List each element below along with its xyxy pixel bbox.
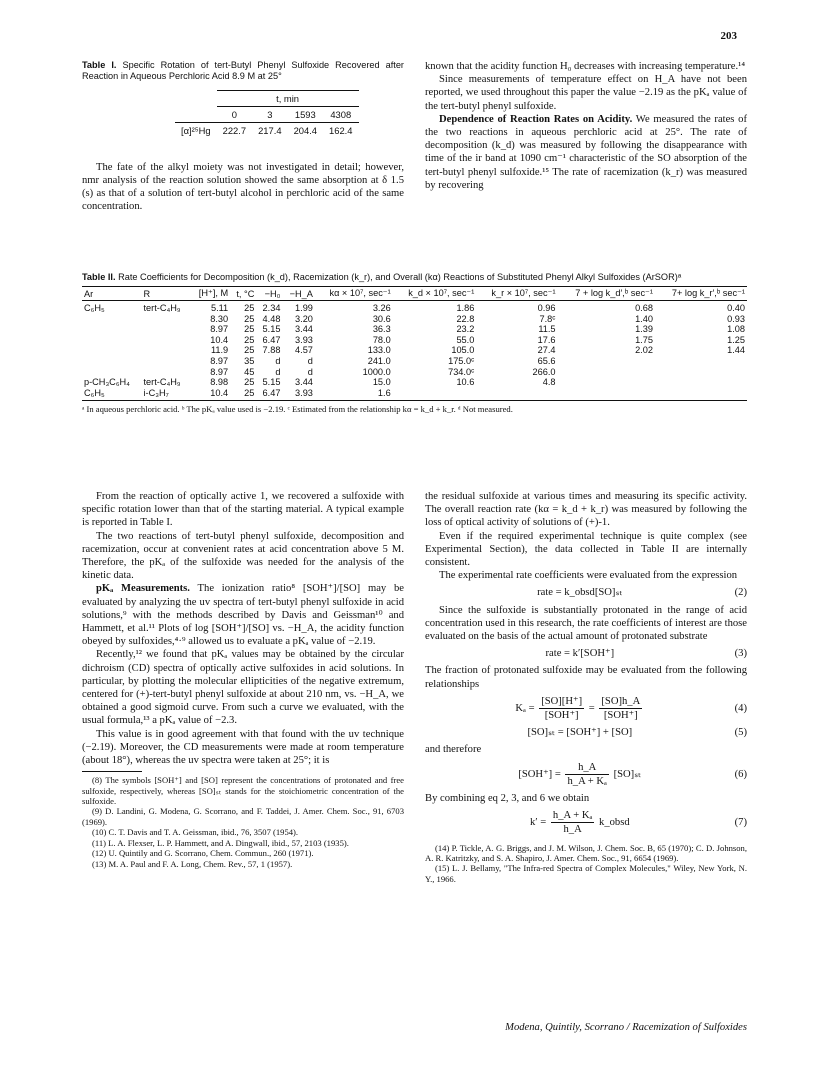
table2-cell: 241.0	[367, 355, 391, 366]
table2-cell	[655, 377, 747, 388]
table2-cell: 1.86	[456, 303, 475, 313]
table2-cell: 4.48	[262, 313, 281, 324]
table2-cell	[82, 356, 142, 367]
table2-cell: 2.02	[635, 345, 653, 356]
table2-cell	[558, 356, 655, 367]
table2-cell: 78.0	[372, 334, 391, 345]
table1-header-span: t, min	[217, 91, 359, 107]
equation-number: (4)	[734, 702, 747, 714]
table2-header-cell: k_d × 10⁷, sec⁻¹	[408, 288, 475, 298]
table2-cell	[142, 324, 191, 335]
equation-lhs: k′ =	[529, 817, 547, 829]
table1-time: 3	[267, 109, 273, 121]
table2-cell: 3.44	[295, 324, 313, 335]
paragraph: Since the sulfoxide is substantially protonated in the range of acid concentration used in this research, the rate coefficients of interest are those evaluated on the basis of the actual amount of protonated substrate	[425, 604, 747, 643]
table2-cell: 1.6	[377, 387, 391, 398]
table1-time: 4308	[330, 109, 352, 121]
table2-cell: 1.99	[295, 303, 313, 313]
table2-cell: 1.39	[635, 324, 653, 335]
table1-row-label: [α]²⁵Hg	[175, 123, 217, 139]
table2-cell: 3.20	[295, 313, 313, 324]
table2-cell: 8.30	[210, 313, 229, 324]
table2-cell: 4.57	[295, 345, 313, 356]
fraction-denominator: h_A	[563, 824, 582, 836]
table2-cell	[476, 388, 557, 401]
table2-header-cell: 7 + log k_d′,ᵇ sec⁻¹	[575, 288, 653, 298]
table1-value: 204.4	[288, 123, 323, 139]
footnote: (8) The symbols [SOH⁺] and [SO] represent the concentrations of protonated and free sulfoxide, respectively, whereas [SO]ₛₜ stands for the stoichiometric concentration of the sulfoxide.	[82, 775, 404, 807]
equation-number: (6)	[734, 768, 747, 780]
table2-cell: 105.0	[451, 345, 475, 356]
right-bottom-column	[425, 490, 747, 884]
fraction-denominator: [SOH⁺]	[603, 710, 638, 722]
table2-header-cell: [H⁺], M	[198, 288, 229, 298]
equation-body: rate = k′[SOH⁺]	[545, 648, 615, 660]
table2-cell	[558, 388, 655, 401]
right-top-column	[425, 60, 747, 192]
alkyl-moiety-paragraph: The fate of the alkyl moiety was not investigated in detail; however, nmr analysis of the reaction solution showed the same absorption at δ 1.5 (s) as that of a solution of tert-butyl alcohol in perchloric acid of the same concentration.	[82, 161, 404, 213]
equation-2	[425, 586, 747, 599]
table2-cell: 5.11	[210, 303, 229, 313]
table2-header-cell: t, °C	[236, 289, 255, 299]
equals-sign: =	[588, 702, 595, 714]
table2-cell: 55.0	[456, 334, 475, 345]
footnote: (15) L. J. Bellamy, "The Infra-red Spectra of Complex Molecules," Wiley, New York, N. Y., 1966.	[425, 863, 747, 884]
right-footnotes	[425, 843, 747, 885]
table2-cell: 175.0ᶜ	[448, 355, 475, 366]
table1-caption-label: Table I.	[82, 60, 117, 70]
table2-cell	[142, 314, 191, 325]
table2-header-cell: Ar	[84, 289, 94, 299]
page-number: 203	[720, 30, 737, 42]
table2-cell: 25	[244, 387, 255, 398]
table2-cell: 11.9	[210, 345, 229, 356]
table2-cell: 8.98	[210, 377, 229, 388]
table2-cell: 35	[244, 355, 255, 366]
table-row	[82, 314, 747, 325]
table2-cell: 7.8ᶜ	[539, 313, 556, 324]
table1-caption-text: Specific Rotation of tert-Butyl Phenyl Sulfoxide Recovered after Reaction in Aqueous Perchloric Acid 8.9 M at 25°	[82, 60, 404, 81]
table2-cell: 3.93	[295, 334, 313, 345]
equation-body: rate = k_obsd[SO]ₛₜ	[537, 587, 623, 599]
table1-time: 1593	[294, 109, 316, 121]
table2-cell: p-CH₃C₆H₄	[84, 377, 130, 388]
table2-cell	[558, 367, 655, 378]
footnote-rule	[82, 771, 142, 772]
paragraph: From the reaction of optically active 1, we recovered a sulfoxide with specific rotation lower than that of the starting material. A typical example is reported in Table I.	[82, 491, 404, 529]
table2-cell: 10.4	[210, 387, 229, 398]
equation-3	[425, 647, 747, 660]
paragraph: Recently,¹² we found that pKₐ values may be obtained by the circular dichroism (CD) spectra of optically active sulfoxides in acid solutions. In particular, by plotting the molecular ellipticities of the negative extremum, centered for (+)-tert-butyl phenyl sulfoxide at about 210 nm, vs. −H_A, we obtained a good sigmoid curve. From such a curve we evaluated, with the usual formula,¹³ a pKₐ value of −2.3.	[82, 649, 404, 727]
table2-header-cell: R	[143, 289, 151, 299]
table-row	[82, 388, 747, 401]
table2-cell: 11.5	[538, 324, 556, 335]
paragraph: and therefore	[425, 744, 482, 756]
paragraph: We measured the rates of the two reactions in aqueous perchloric acid at 25°. The rate of decomposition (k_d) was measured by following the disappearance with time of the ir band at 1090 cm⁻¹ characteristic of the SO absorption of the tert-butyl phenyl sulfoxide.¹⁵ The rate of racemization (k_r) was measured by recovering	[425, 113, 747, 191]
equation-5	[425, 726, 747, 739]
table2-cell: d	[307, 355, 313, 366]
footnote: (12) U. Quintily and G. Scorrano, Chem. Commun., 260 (1971).	[92, 848, 314, 859]
table2-cell: 3.44	[295, 377, 313, 388]
table2-cell: 0.40	[727, 303, 745, 313]
table2-cell: 6.47	[262, 387, 281, 398]
equation-7	[425, 809, 747, 836]
table2-header-cell: kα × 10⁷, sec⁻¹	[329, 288, 391, 298]
table2-caption	[82, 272, 747, 283]
table2-cell: 133.0	[367, 345, 391, 356]
table2-cell: 6.47	[262, 334, 281, 345]
table2-cell: 1.40	[635, 313, 653, 324]
table2-cell: 27.4	[537, 345, 556, 356]
table2-cell: 3.26	[372, 303, 391, 313]
fraction-numerator: h_A + Kₐ	[551, 809, 594, 823]
table2-cell: 8.97	[210, 355, 229, 366]
equation-rhs: [SO]ₛₜ	[613, 768, 642, 780]
table2-cell: C₆H₅	[84, 387, 105, 398]
footnote: (14) P. Tickle, A. G. Briggs, and J. M. Wilson, J. Chem. Soc. B, 65 (1970); C. D. Johnson, A. R. Katritzky, and S. A. Shapiro, J. Amer. Chem. Soc., 91, 6654 (1969).	[425, 842, 747, 864]
equation-lhs: Kₐ =	[515, 702, 535, 714]
table2-cell: 1.08	[727, 324, 745, 335]
equation-lhs: [SOH⁺] =	[518, 768, 561, 780]
left-footnotes	[82, 775, 404, 869]
equation-6	[425, 761, 747, 788]
table2-cell: 734.0ᶜ	[448, 366, 475, 377]
fraction-denominator: h_A + Kₐ	[567, 775, 607, 787]
table-row	[82, 377, 747, 388]
table2-cell: d	[275, 355, 281, 366]
table1-value: 162.4	[323, 123, 358, 139]
paragraph: Even if the required experimental technique is quite complex (see Experimental Section), the data collected in Table II are internally consistent.	[425, 530, 747, 569]
paragraph: The two reactions of tert-butyl phenyl sulfoxide, decomposition and racemization, occur at convenient rates at acid concentration above 5 M. Therefore, the pKₐ of the sulfoxide was needed for the analysis of the kinetic data.	[82, 530, 404, 582]
table2-cell: tert-C₄H₉	[143, 303, 181, 313]
table2-cell: 25	[244, 334, 255, 345]
left-top-column	[82, 60, 404, 213]
table2-cell	[82, 335, 142, 346]
table2-cell: 5.15	[262, 324, 281, 335]
equation-4	[425, 695, 747, 722]
table2-cell: 5.15	[262, 377, 281, 388]
table2-cell: 65.6	[537, 355, 556, 366]
table2-cell: 266.0	[532, 366, 556, 377]
table2-cell: 3.93	[295, 387, 313, 398]
paragraph: Since measurements of temperature effect on H_A have not been reported, we used throughout this paper the value −2.19 as the pKₐ value of the tert-butyl phenyl sulfoxide.	[425, 74, 747, 112]
paragraph: the residual sulfoxide at various times and measuring its specific activity. The overall reaction rate (kα = k_d + k_r) was measured by following the loss of optical activity of solutions of (+)-1.	[425, 491, 747, 529]
table2-header-cell: k_r × 10⁷, sec⁻¹	[491, 288, 556, 298]
table2-cell: 10.4	[210, 334, 229, 345]
table2-cell	[655, 388, 747, 401]
table1-caption	[82, 60, 404, 82]
table2	[82, 286, 747, 401]
table2-cell	[655, 356, 747, 367]
equation-body: [SO]ₛₜ = [SOH⁺] + [SO]	[527, 727, 633, 739]
table2-cell	[558, 377, 655, 388]
equation-number: (5)	[734, 727, 747, 739]
footnote: (10) C. T. Davis and T. A. Geissman, ibid., 76, 3507 (1954).	[92, 827, 299, 838]
table2-cell	[82, 314, 142, 325]
table-row	[82, 367, 747, 378]
table2-cell: tert-C₄H₉	[143, 377, 181, 388]
paragraph: This value is in good agreement with that found with the uv technique (−2.19). Moreover, the CD measurements were made at room temperature (about 18°), whereas the uv spectra were taken at 25°; it is	[82, 728, 404, 767]
paragraph: The fraction of protonated sulfoxide may be evaluated from the following relationships	[425, 665, 747, 690]
table2-cell: 25	[244, 324, 255, 335]
table2-cell	[142, 356, 191, 367]
table2-footnote: ᵃ In aqueous perchloric acid. ᵇ The pKₐ value used is −2.19. ᶜ Estimated from the relationship kα = k_d + k_r. ᵈ Not measured.	[82, 404, 513, 415]
table2-cell	[142, 335, 191, 346]
paragraph: The ionization ratio⁸ [SOH⁺]/[SO] may be evaluated by analyzing the uv spectra of tert-butyl phenyl sulfoxide in acid solutions,⁹ with the methods described by Davis and Geissman¹⁰ and Hammett, et al.¹¹ Plots of log [SOH⁺]/[SO] vs. −H_A, the acidity function obeyed by sulfoxides,⁴·⁹ allowed us to evaluate a pKₐ value of −2.19.	[82, 583, 404, 648]
paragraph: By combining eq 2, 3, and 6 we obtain	[425, 793, 590, 805]
table2-cell	[82, 324, 142, 335]
running-footer: Modena, Quintily, Scorrano / Racemization of Sulfoxides	[505, 1022, 747, 1033]
footnote: (11) L. A. Flexser, L. P. Hammett, and A. Dingwall, ibid., 57, 2103 (1935).	[92, 837, 349, 848]
table2-cell: 1.75	[635, 334, 653, 345]
section-heading: Dependence of Reaction Rates on Acidity.	[439, 113, 633, 125]
table2-cell: 10.6	[456, 377, 475, 388]
table2-cell: 30.6	[372, 313, 391, 324]
table2-block	[82, 272, 747, 415]
table2-cell: 15.0	[372, 377, 391, 388]
equation-rhs: k_obsd	[599, 817, 630, 829]
table2-cell: 1000.0	[362, 366, 391, 377]
table2-cell	[142, 367, 191, 378]
footnote: (9) D. Landini, G. Modena, G. Scorrano, and F. Taddei, J. Amer. Chem. Soc., 91, 6703 (1969).	[82, 806, 404, 827]
table2-header-cell: 7+ log k_r′,ᵇ sec⁻¹	[671, 288, 745, 298]
table1-value: 217.4	[252, 123, 287, 139]
paragraph: known that the acidity function H₀ decreases with increasing temperature.¹⁴	[425, 61, 746, 72]
table1-value: 222.7	[217, 123, 252, 139]
table2-cell: 8.97	[210, 366, 229, 377]
table2-cell: 8.97	[210, 324, 229, 335]
table-row	[82, 356, 747, 367]
table2-cell: 22.8	[456, 313, 475, 324]
table2-cell: i-C₃H₇	[143, 387, 169, 398]
table2-cell: 25	[244, 377, 255, 388]
equation-number: (3)	[734, 648, 747, 660]
table2-cell: 25	[244, 345, 255, 356]
table-row	[82, 335, 747, 346]
fraction-denominator: [SOH⁺]	[544, 710, 579, 722]
table-row	[82, 324, 747, 335]
table2-cell: 17.6	[537, 334, 556, 345]
table1	[175, 90, 359, 139]
table2-caption-label: Table II.	[82, 272, 116, 282]
table-row	[82, 345, 747, 356]
table2-cell	[655, 367, 747, 378]
table2-cell: d	[307, 366, 313, 377]
table2-cell: 2.34	[262, 303, 281, 313]
table2-cell: 25	[244, 303, 255, 313]
table2-cell: 23.2	[456, 324, 475, 335]
table2-cell: C₆H₅	[84, 303, 105, 313]
table2-cell: 45	[244, 366, 255, 377]
table2-cell: d	[275, 366, 281, 377]
table2-cell	[82, 345, 142, 356]
table2-cell: 36.3	[372, 324, 391, 335]
paragraph: The experimental rate coefficients were evaluated from the expression	[439, 570, 738, 582]
table2-cell: 1.44	[727, 345, 745, 356]
table2-cell	[393, 388, 477, 401]
table2-cell: 0.93	[727, 313, 745, 324]
section-heading: pKₐ Measurements.	[96, 583, 190, 595]
equation-number: (2)	[734, 587, 747, 599]
table-row	[82, 301, 747, 314]
equation-number: (7)	[734, 817, 747, 829]
table2-cell: 25	[244, 313, 255, 324]
footnote: (13) M. A. Paul and F. A. Long, Chem. Rev., 57, 1 (1957).	[92, 858, 293, 869]
table2-cell: 4.8	[542, 377, 556, 388]
fraction-numerator: [SO][H⁺]	[539, 695, 584, 709]
table2-header-cell: −H_A	[289, 289, 313, 299]
table2-cell: 0.68	[635, 303, 653, 313]
table2-cell: 0.96	[537, 303, 556, 313]
table1-time: 0	[231, 109, 237, 121]
fraction-numerator: [SO]h_A	[599, 695, 642, 709]
left-bottom-column	[82, 490, 404, 869]
table2-cell: 7.88	[262, 345, 281, 356]
table2-cell: 1.25	[727, 334, 745, 345]
table2-cell	[142, 345, 191, 356]
table2-caption-text: Rate Coefficients for Decomposition (k_d), Racemization (k_r), and Overall (kα) Reactions of Substituted Phenyl Alkyl Sulfoxides (ArSOR)ᵃ	[118, 272, 682, 282]
table2-header-cell: −H₀	[264, 289, 281, 299]
table2-cell	[82, 367, 142, 378]
fraction-numerator: h_A	[565, 761, 608, 775]
